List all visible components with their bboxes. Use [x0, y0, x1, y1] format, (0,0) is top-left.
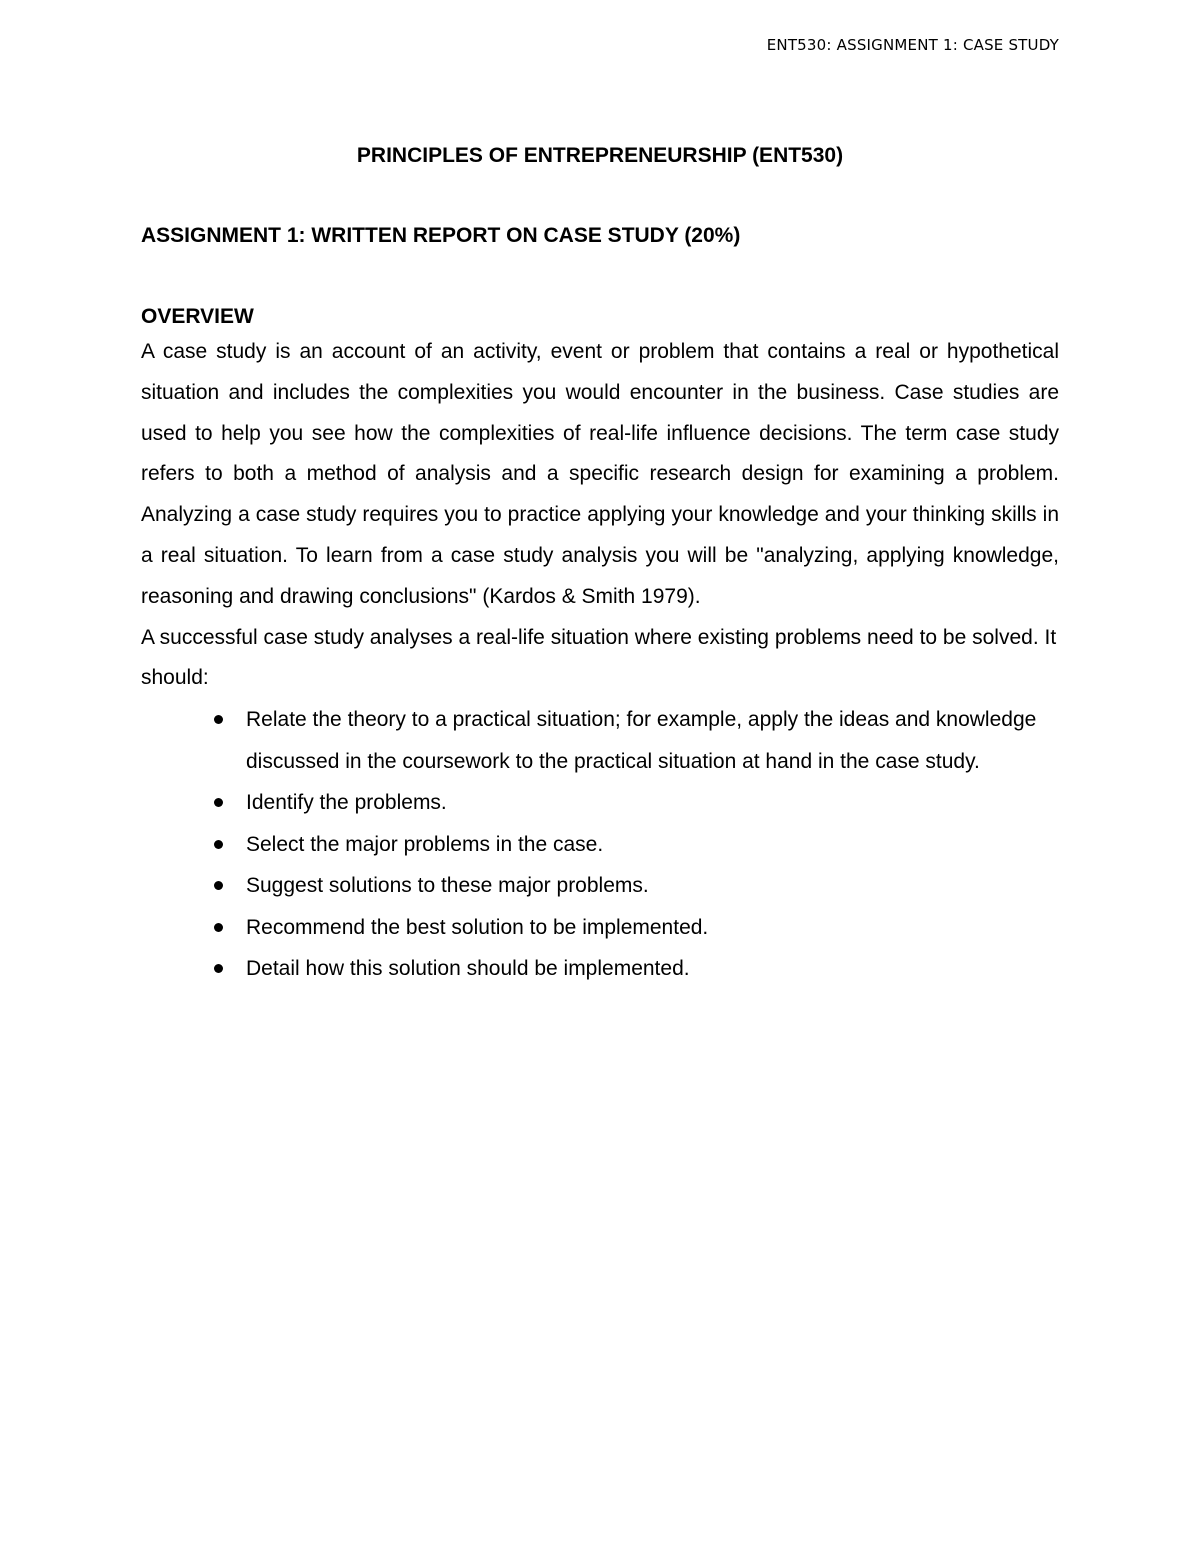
list-item — [246, 782, 1059, 824]
document-title: PRINCIPLES OF ENTREPRENEURSHIP (ENT530) — [356, 144, 844, 167]
requirements-list — [141, 699, 1059, 990]
document-body — [141, 140, 1059, 990]
overview-paragraph: A case study is an account of an activity, event or problem that contains a real or hypothetical situation and includes the complexities you would encounter in the business. Case studies are used to help you see how the complexities of real-life influence decisions. The term case study refers to both a method of analysis and a specific research design for examining a problem. Analyzing a case study requires you to practice applying your knowledge and your thinking skills in a real situation. To learn from a case study analysis you will be "analyzing, applying knowledge, reasoning and drawing conclusions" (Kardos & Smith 1979). — [141, 340, 1059, 608]
bullet-icon — [214, 798, 223, 807]
bullet-icon — [214, 840, 223, 849]
list-item-text: Identify the problems. — [246, 791, 447, 815]
bullet-icon — [214, 923, 223, 932]
successful-case-study-paragraph: A successful case study analyses a real-life situation where existing problems need to be solved. It should: — [141, 625, 1057, 690]
overview-heading: OVERVIEW — [141, 305, 254, 328]
list-item-text: Select the major problems in the case. — [246, 832, 604, 856]
list-item — [246, 948, 1059, 990]
bullet-icon — [214, 964, 223, 973]
list-item-text: Recommend the best solution to be implemented. — [246, 915, 709, 939]
list-item — [246, 907, 1059, 949]
list-item-text: Suggest solutions to these major problems. — [246, 874, 649, 898]
bullet-icon — [214, 715, 223, 724]
list-item-text: Relate the theory to a practical situation; for example, apply the ideas and knowledge discussed in the coursework to the practical situation at hand in the case study. — [246, 708, 1037, 773]
running-header: ENT530: ASSIGNMENT 1: CASE STUDY — [766, 36, 1059, 54]
list-item — [246, 699, 1059, 782]
bullet-icon — [214, 881, 223, 890]
assignment-heading: ASSIGNMENT 1: WRITTEN REPORT ON CASE STUDY (20%) — [141, 224, 741, 247]
list-item — [246, 824, 1059, 866]
list-item-text: Detail how this solution should be implemented. — [246, 957, 690, 981]
list-item — [246, 865, 1059, 907]
